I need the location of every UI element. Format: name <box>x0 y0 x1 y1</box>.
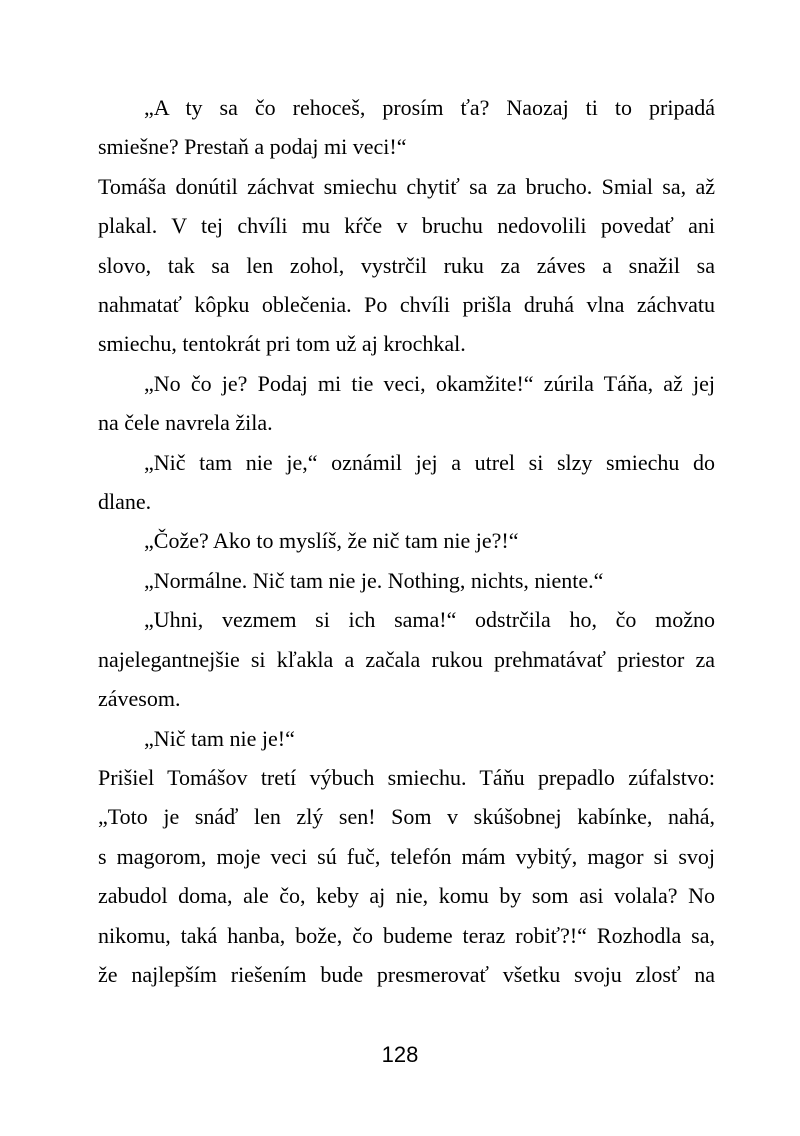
text-line: „Čože? Ako to myslíš, že nič tam nie je?!“ <box>144 528 519 554</box>
text-line: „Nič tam nie je!“ <box>144 725 295 751</box>
text-line: „A ty sa čo rehoceš, prosím ťa? Naozaj ti to pripadá <box>144 95 715 120</box>
text-line: nahmatať kôpku oblečenia. Po chvíli prišla druhá vlna záchvatu <box>98 292 715 318</box>
text-line: najelegantnejšie si kľakla a začala rukou prehmatávať priestor za <box>98 646 715 672</box>
text-line: smiechu, tentokrát pri tom už aj krochkal. <box>98 331 466 357</box>
text-line: Tomáša donútil záchvat smiechu chytiť sa za brucho. Smial sa, až <box>98 173 715 199</box>
text-line: „Uhni, vezmem si ich sama!“ odstrčila ho, čo možno <box>144 607 715 633</box>
body-text <box>98 88 715 994</box>
text-line: slovo, tak sa len zohol, vystrčil ruku za záves a snažil sa <box>98 252 715 278</box>
text-line: že najlepším riešením bude presmerovať všetku svoju zlosť na <box>98 961 715 987</box>
text-line: závesom. <box>98 686 181 712</box>
text-line: nikomu, taká hanba, bože, čo budeme teraz robiť?!“ Rozhodla sa, <box>98 922 715 948</box>
text-line: Prišiel Tomášov tretí výbuch smiechu. Táňu prepadlo zúfalstvo: <box>98 764 715 790</box>
text-line: „Nič tam nie je,“ oznámil jej a utrel si slzy smiechu do <box>144 449 715 475</box>
text-line: „Toto je snáď len zlý sen! Som v skúšobnej kabínke, nahá, <box>98 804 715 830</box>
text-line: „No čo je? Podaj mi tie veci, okamžite!“ zúrila Táňa, až jej <box>144 370 715 396</box>
text-line: „Normálne. Nič tam nie je. Nothing, nichts, niente.“ <box>144 567 604 593</box>
text-line: plakal. V tej chvíli mu kŕče v bruchu nedovolili povedať ani <box>98 213 715 239</box>
text-line: s magorom, moje veci sú fuč, telefón mám vybitý, magor si svoj <box>98 843 715 869</box>
page-number: 128 <box>381 1042 419 1067</box>
text-line: dlane. <box>98 489 152 515</box>
text-line: na čele navrela žila. <box>98 410 273 436</box>
text-line: zabudol doma, ale čo, keby aj nie, komu by som asi volala? No <box>98 883 715 909</box>
text-line: smiešne? Prestaň a podaj mi veci!“ <box>98 134 407 160</box>
